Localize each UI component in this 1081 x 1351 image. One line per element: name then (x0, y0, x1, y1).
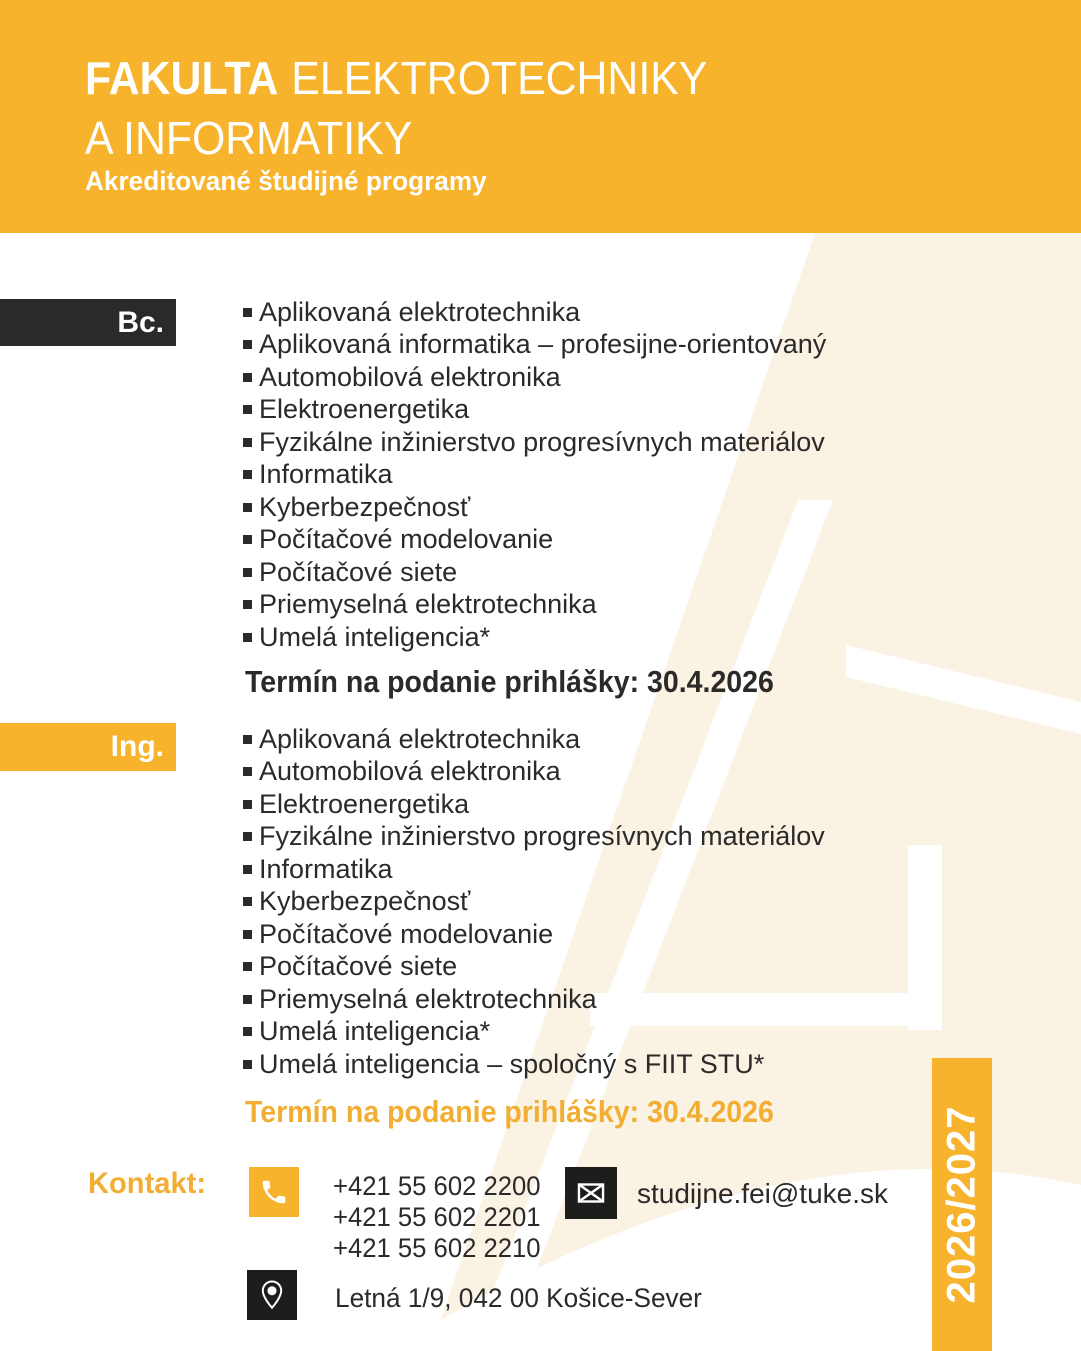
list-item (243, 621, 826, 654)
phone-number-list (333, 1171, 541, 1264)
phone-icon-box (249, 1167, 299, 1217)
list-item (243, 983, 825, 1016)
bullet-icon (243, 832, 252, 841)
bullet-icon (243, 308, 252, 317)
list-item (243, 788, 825, 821)
program-label: Elektroenergetika (259, 394, 470, 425)
phone-number: +421 55 602 2200 (333, 1171, 541, 1201)
program-label: Kyberbezpečnosť (259, 886, 471, 917)
program-label: Informatika (259, 853, 393, 884)
bc-program-list (243, 296, 826, 654)
list-item (243, 756, 825, 789)
email-address: studijne.fei@tuke.sk (637, 1178, 888, 1209)
list-item (243, 394, 826, 427)
ing-badge: Ing. (0, 723, 176, 771)
title-word-elektrotechniky: ELEKTROTECHNIKY (291, 52, 708, 104)
page-subtitle: Akreditované študijné programy (85, 166, 487, 196)
bullet-icon (243, 865, 252, 874)
bullet-icon (243, 1060, 252, 1069)
bullet-icon (243, 897, 252, 906)
program-label: Priemyselná elektrotechnika (259, 983, 597, 1014)
program-label: Automobilová elektronika (259, 756, 561, 787)
bullet-icon (243, 800, 252, 809)
program-label: Informatika (259, 459, 393, 490)
list-item (243, 886, 825, 919)
program-label: Fyzikálne inžinierstvo progresívnych materiálov (259, 426, 825, 457)
list-item (243, 853, 825, 886)
program-label: Automobilová elektronika (259, 361, 561, 392)
list-item (243, 329, 826, 362)
list-item (243, 951, 825, 984)
bullet-icon (243, 373, 252, 382)
bullet-icon (243, 438, 252, 447)
phone-number: +421 55 602 2201 (333, 1202, 541, 1232)
list-item (243, 459, 826, 492)
page-title (85, 48, 707, 168)
phone-number: +421 55 602 2210 (333, 1233, 541, 1263)
bc-badge: Bc. (0, 299, 176, 346)
list-item (243, 524, 826, 557)
ing-program-list (243, 723, 825, 1081)
bullet-icon (243, 962, 252, 971)
program-label: Fyzikálne inžinierstvo progresívnych materiálov (259, 821, 825, 852)
program-label: Počítačové siete (259, 556, 458, 587)
year-banner (932, 1058, 992, 1351)
contact-label: Kontakt: (88, 1167, 207, 1200)
list-item (243, 1016, 825, 1049)
title-line2: A INFORMATIKY (85, 112, 413, 164)
program-label: Počítačové modelovanie (259, 918, 554, 949)
program-label: Elektroenergetika (259, 788, 470, 819)
email-icon-box (565, 1167, 617, 1219)
program-label: Umelá inteligencia – spoločný s FIIT STU* (259, 1048, 765, 1079)
list-item (243, 556, 826, 589)
bullet-icon (243, 568, 252, 577)
list-item (243, 361, 826, 394)
location-icon-box (247, 1270, 297, 1320)
postal-address: Letná 1/9, 042 00 Košice-Sever (335, 1283, 702, 1313)
program-label: Priemyselná elektrotechnika (259, 589, 597, 620)
list-item (243, 1048, 825, 1081)
program-label: Aplikovaná elektrotechnika (259, 723, 581, 754)
program-label: Umelá inteligencia* (259, 621, 491, 652)
bullet-icon (243, 633, 252, 642)
ing-deadline: Termín na podanie prihlášky: 30.4.2026 (245, 1094, 774, 1129)
header-band (0, 0, 1081, 233)
bullet-icon (243, 767, 252, 776)
bullet-icon (243, 535, 252, 544)
list-item (243, 918, 825, 951)
program-label: Aplikovaná informatika – profesijne-orientovaný (259, 329, 827, 360)
program-label: Aplikovaná elektrotechnika (259, 296, 581, 327)
program-label: Počítačové modelovanie (259, 524, 554, 555)
bullet-icon (243, 340, 252, 349)
title-word-fakulta: FAKULTA (85, 52, 279, 104)
list-item (243, 821, 825, 854)
bullet-icon (243, 930, 252, 939)
email-icon (574, 1176, 608, 1210)
bullet-icon (243, 470, 252, 479)
year-label: 2026/2027 (939, 1105, 984, 1304)
bc-deadline: Termín na podanie prihlášky: 30.4.2026 (245, 664, 774, 699)
bullet-icon (243, 503, 252, 512)
list-item (243, 491, 826, 524)
list-item (243, 723, 825, 756)
list-item (243, 426, 826, 459)
bullet-icon (243, 1027, 252, 1036)
location-pin-icon (255, 1278, 289, 1312)
list-item (243, 296, 826, 329)
bullet-icon (243, 995, 252, 1004)
program-label: Kyberbezpečnosť (259, 491, 471, 522)
list-item (243, 589, 826, 622)
program-label: Umelá inteligencia* (259, 1016, 491, 1047)
bullet-icon (243, 735, 252, 744)
bullet-icon (243, 600, 252, 609)
bullet-icon (243, 405, 252, 414)
phone-icon (259, 1177, 289, 1207)
program-label: Počítačové siete (259, 951, 458, 982)
